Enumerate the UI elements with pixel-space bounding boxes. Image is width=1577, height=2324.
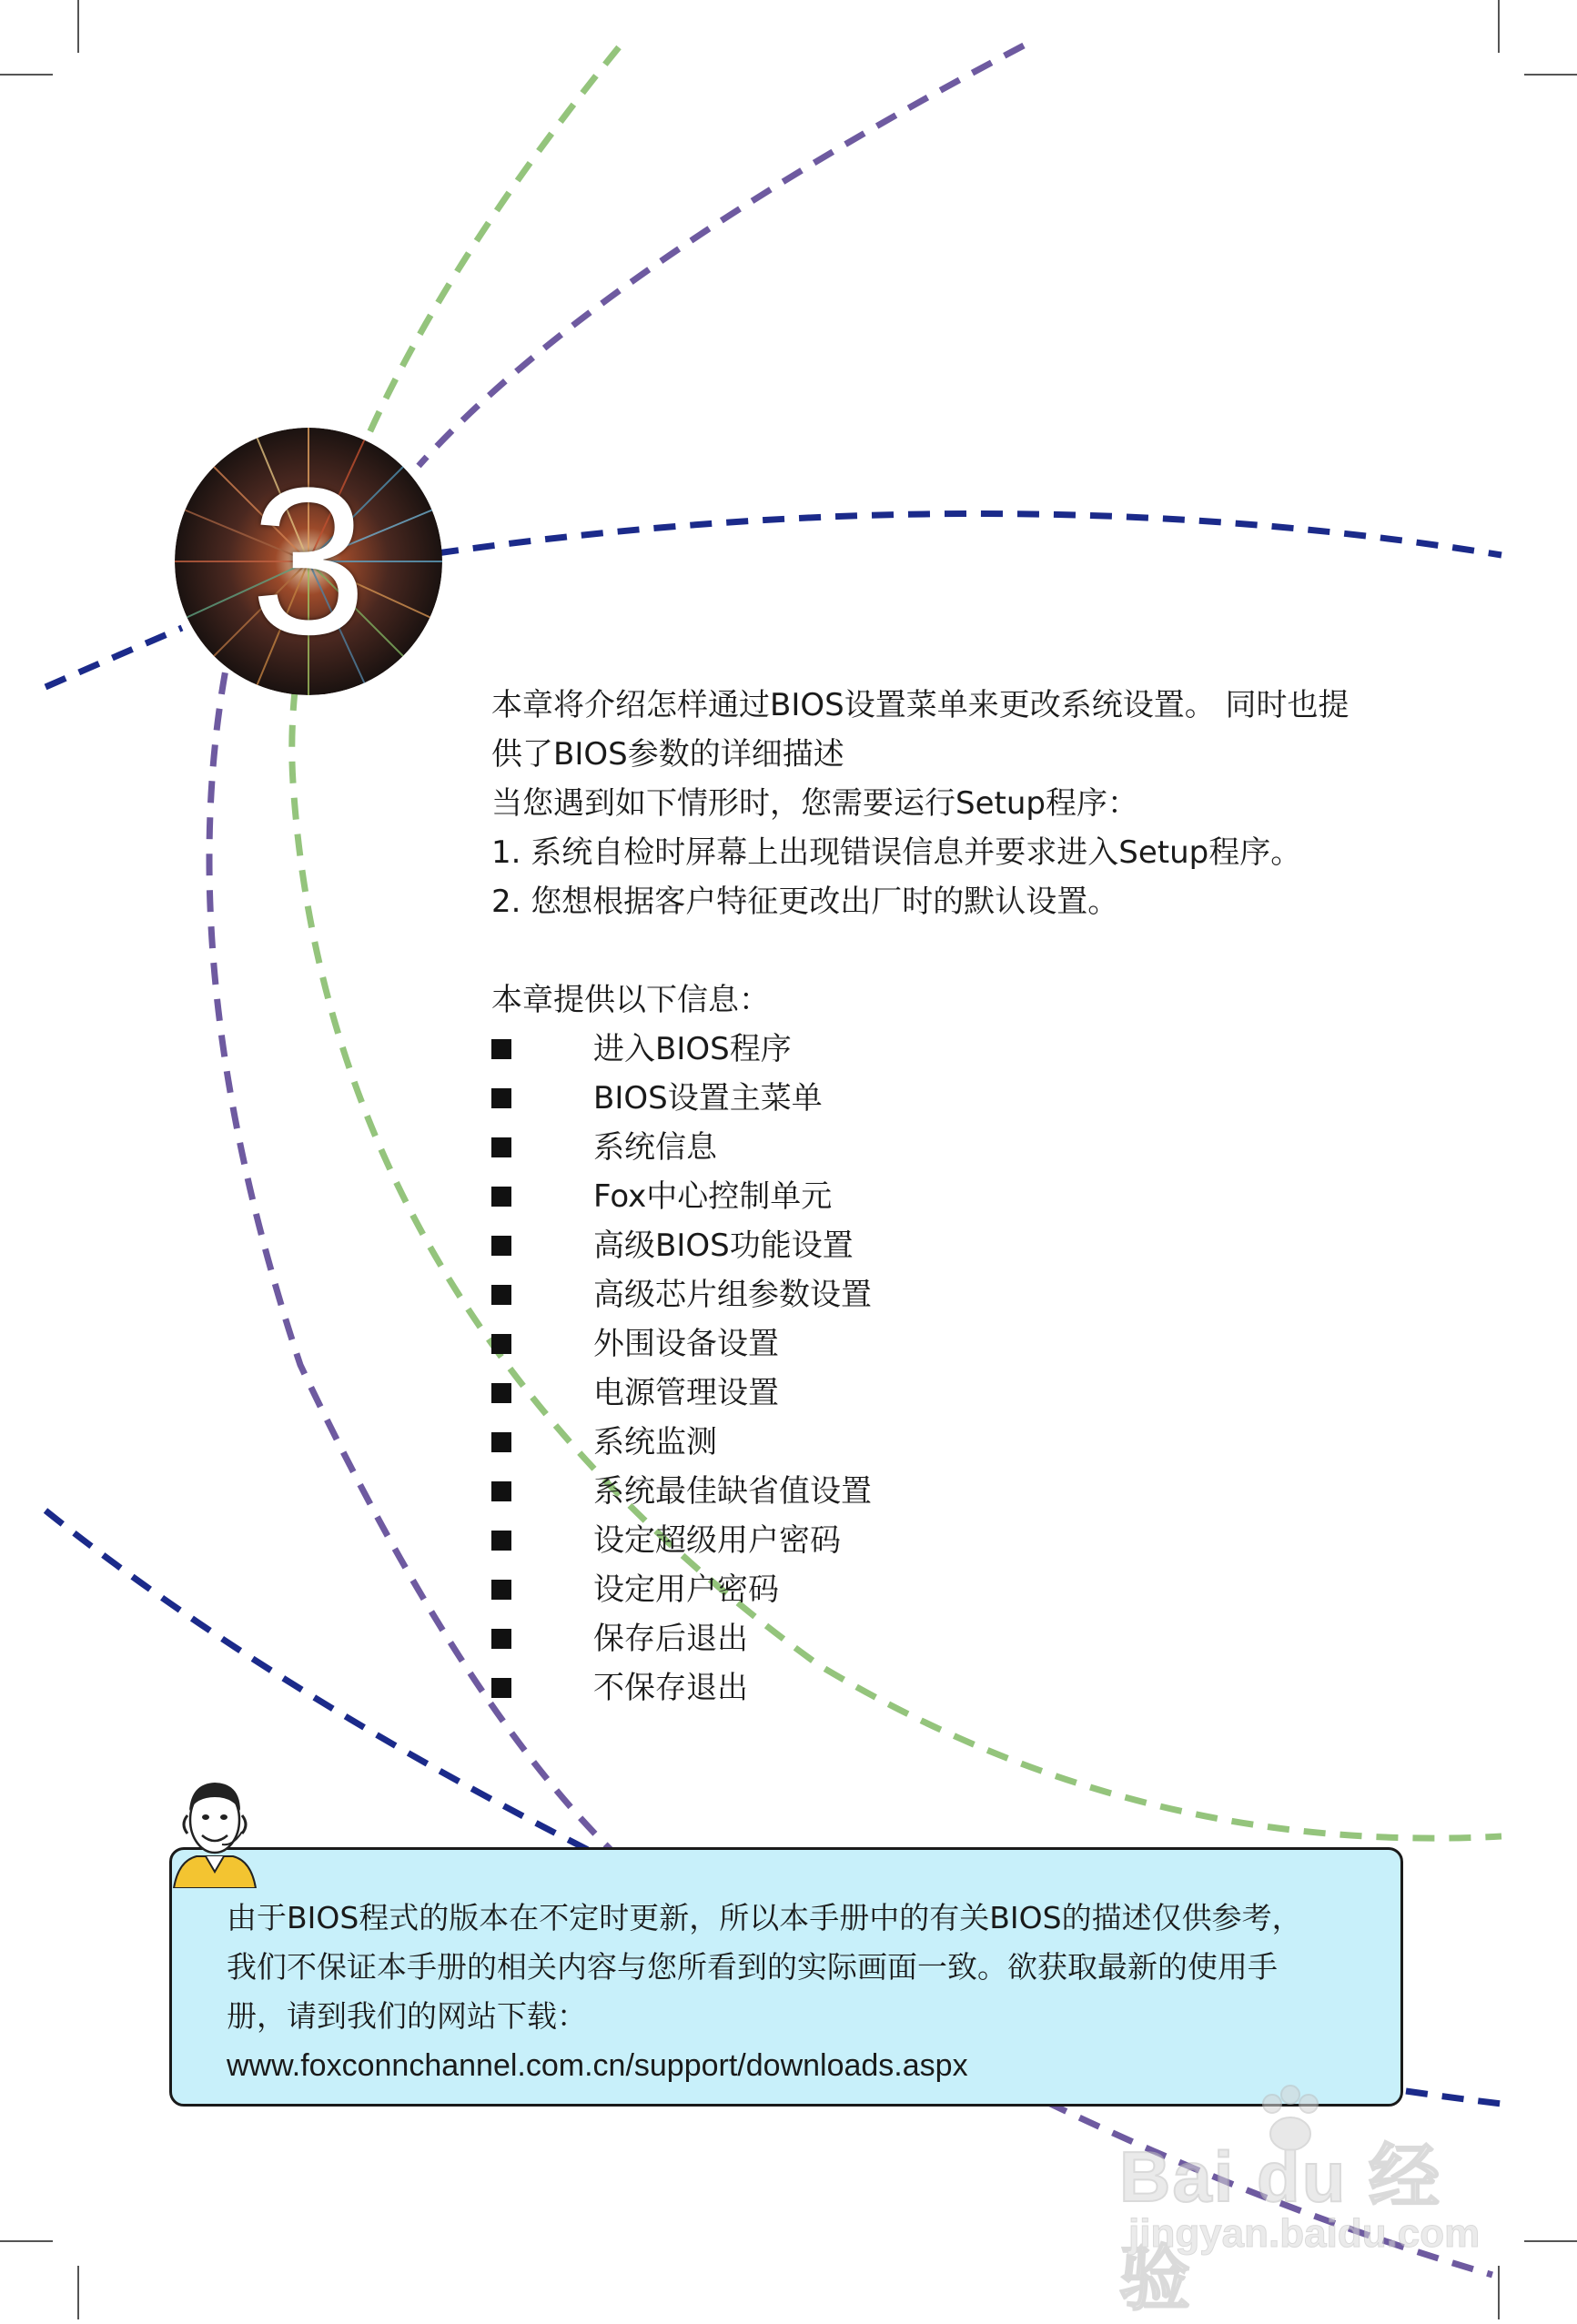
square-bullet-icon	[491, 1629, 511, 1649]
chapter-intro	[491, 681, 1447, 926]
watermark-domain: jingyan.baidu.com	[1128, 2211, 1481, 2256]
note-line-1: 由于BIOS程式的版本在不定时更新，所以本手册中的有关BIOS的描述仅供参考，	[227, 1900, 1302, 1935]
square-bullet-icon	[491, 1334, 511, 1354]
intro-line-1: 本章将介绍怎样通过BIOS设置菜单来更改系统设置。 同时也提	[491, 687, 1350, 723]
square-bullet-icon	[491, 1285, 511, 1305]
download-link[interactable]: www.foxconnchannel.com.cn/support/downloads.aspx	[227, 2048, 968, 2083]
list-item: 进入BIOS程序	[491, 1025, 872, 1074]
square-bullet-icon	[491, 1236, 511, 1256]
list-item: 设定超级用户密码	[491, 1516, 872, 1565]
note-line-3: 册，请到我们的网站下载：	[227, 1998, 587, 2034]
intro-line-5: 2. 您想根据客户特征更改出厂时的默认设置。	[491, 884, 1119, 920]
baidu-watermark	[1119, 2084, 1483, 2319]
intro-line-3: 当您遇到如下情形时，您需要运行Setup程序：	[491, 785, 1138, 822]
square-bullet-icon	[491, 1137, 511, 1157]
info-list	[491, 1025, 872, 1713]
list-item: 设定用户密码	[491, 1565, 872, 1614]
square-bullet-icon	[491, 1580, 511, 1600]
list-item: 高级芯片组参数设置	[491, 1270, 872, 1319]
square-bullet-icon	[491, 1531, 511, 1551]
intro-line-2: 供了BIOS参数的详细描述	[491, 736, 844, 773]
square-bullet-icon	[491, 1039, 511, 1059]
list-item: 不保存退出	[491, 1663, 872, 1713]
square-bullet-icon	[491, 1432, 511, 1452]
list-item: BIOS设置主菜单	[491, 1074, 872, 1123]
list-item: 系统信息	[491, 1123, 872, 1172]
list-item: Fox中心控制单元	[491, 1172, 872, 1221]
square-bullet-icon	[491, 1088, 511, 1108]
chapter-badge	[175, 428, 442, 695]
list-item: 系统监测	[491, 1418, 872, 1467]
square-bullet-icon	[491, 1383, 511, 1403]
info-heading: 本章提供以下信息：	[491, 982, 770, 1018]
note-line-2: 我们不保证本手册的相关内容与您所看到的实际画面一致。欲获取最新的使用手	[227, 1949, 1278, 1985]
list-item: 系统最佳缺省值设置	[491, 1467, 872, 1516]
square-bullet-icon	[491, 1678, 511, 1698]
support-agent-avatar	[169, 1770, 260, 1888]
list-item: 高级BIOS功能设置	[491, 1221, 872, 1270]
square-bullet-icon	[491, 1187, 511, 1207]
list-item: 外围设备设置	[491, 1319, 872, 1369]
list-item: 电源管理设置	[491, 1369, 872, 1418]
chapter-number: 3	[250, 444, 367, 678]
square-bullet-icon	[491, 1481, 511, 1501]
watermark-logo: Bai du 经验	[1119, 2137, 1442, 2319]
intro-line-4: 1. 系统自检时屏幕上出现错误信息并要求进入Setup程序。	[491, 834, 1302, 871]
list-item: 保存后退出	[491, 1614, 872, 1663]
note-box	[169, 1847, 1403, 2107]
